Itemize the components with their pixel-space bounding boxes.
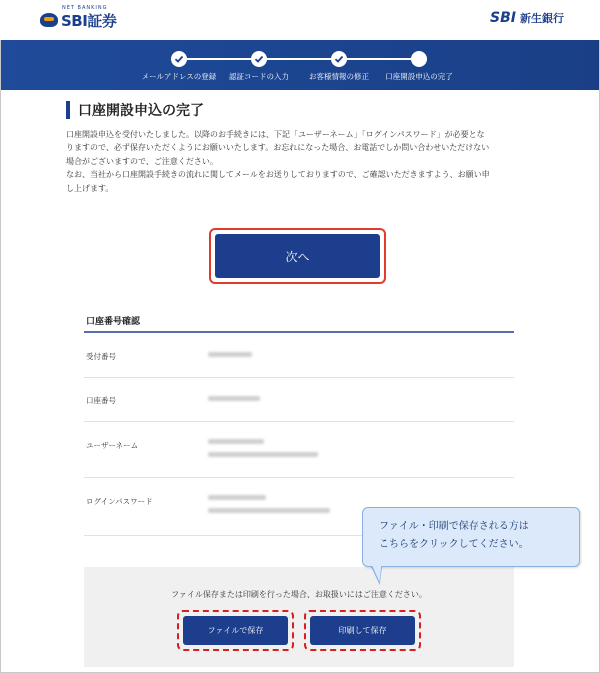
description-line: 口座開設申込を受付いたしました。以降のお手続きには、下記「ユーザーネーム」「ログインパスワード」が必要とな (66, 130, 485, 139)
completion-description (66, 128, 544, 195)
print-save-button[interactable]: 印刷して保存 (310, 616, 415, 645)
step-connector (187, 58, 251, 60)
print-highlight (304, 610, 421, 651)
reception-number-label: 受付番号 (86, 352, 116, 361)
login-password-label: ログインパスワード (86, 497, 153, 506)
description-line: し上げます。 (66, 183, 114, 193)
step-1-label: メールアドレスの登録 (141, 72, 217, 81)
page-title-text: 口座開設申込の完了 (78, 103, 204, 119)
save-file-button[interactable]: ファイルで保存 (183, 616, 288, 645)
next-button-highlight (209, 228, 386, 284)
title-accent-bar (66, 101, 70, 119)
instruction-callout (362, 507, 580, 567)
callout-line-1: ファイル・印刷で保存される方は (379, 521, 529, 532)
account-section-title: 口座番号確認 (86, 317, 141, 327)
step-4-current-icon (411, 51, 427, 67)
step-connector (347, 58, 411, 60)
step-1-check-icon (171, 51, 187, 67)
username-note-redacted (208, 452, 318, 457)
logo-tagline: NET BANKING (62, 5, 108, 11)
bank-logo-name: 新生銀行 (520, 12, 564, 25)
logo-text: SBI証券 (61, 11, 117, 30)
username-value-redacted (208, 439, 264, 444)
step-3-check-icon (331, 51, 347, 67)
row-divider (84, 377, 514, 378)
login-password-value-redacted (208, 495, 266, 500)
section-divider (84, 331, 514, 333)
step-2-label: 認証コードの入力 (229, 72, 289, 81)
step-2-check-icon (251, 51, 267, 67)
callout-line-2: こちらをクリックしてください。 (379, 539, 529, 550)
step-connector (267, 58, 331, 60)
step-3-label: お客様情報の修正 (309, 72, 369, 81)
progress-stepper (1, 40, 599, 90)
description-line: りますので、必ず保存いただくようにお願いいたします。お忘れになった場合、お電話でしか問い合わせいただけない (66, 143, 490, 153)
bank-logo-sbi: SBI (490, 10, 516, 26)
page-title (66, 100, 204, 120)
shinsei-bank-logo[interactable] (490, 10, 564, 26)
save-file-highlight (177, 610, 294, 651)
step-4-label: 口座開設申込の完了 (385, 72, 453, 81)
account-number-label: 口座番号 (86, 396, 116, 405)
logo-mark-icon (40, 13, 58, 27)
username-label: ユーザーネーム (86, 441, 139, 450)
description-line: 場合がございますので、ご注意ください。 (66, 156, 218, 166)
description-line: なお、当社から口座開設手続きの流れに関してメールをお送りしておりますので、ご確認いただきますよう、お願い申 (66, 170, 490, 180)
login-password-note-redacted (208, 508, 330, 513)
account-number-value-redacted (208, 396, 260, 401)
site-header (0, 0, 600, 40)
save-caution-note: ファイル保存または印刷を行った場合、お取扱いにはご注意ください。 (171, 590, 427, 599)
sbi-securities-logo[interactable] (40, 5, 117, 32)
next-button[interactable]: 次へ (215, 234, 380, 278)
save-options-panel (84, 567, 514, 667)
row-divider (84, 421, 514, 422)
reception-number-value-redacted (208, 352, 252, 357)
row-divider (84, 477, 514, 478)
